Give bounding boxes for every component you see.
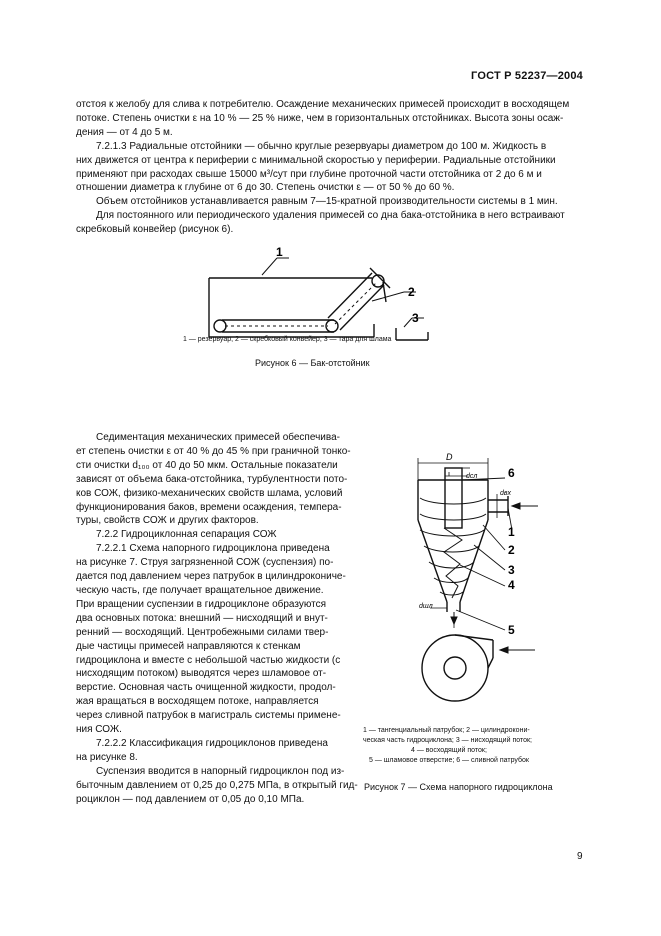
text-line: Седиментация механических примесей обеспечива- xyxy=(96,432,340,443)
text-line: 7.2.2 Гидроциклонная сепарация СОЖ xyxy=(96,529,277,541)
legend-line: ческая часть гидроциклона; 3 — нисходящий поток; xyxy=(363,737,532,744)
figure-7-dim-dsl: dсл xyxy=(466,473,478,480)
text-line: них движется от центра к периферии с минимальной скоростью у периферии. Радиальные отстойники xyxy=(76,154,556,166)
text-line: быточным давлением от 0,25 до 0,275 МПа, в открытый гид- xyxy=(76,779,358,791)
text-line: 7.2.1.3 Радиальные отстойники — обычно круглые резервуары диаметром до 100 м. Жидкость в xyxy=(96,140,547,152)
figure-7-label: 1 xyxy=(508,525,515,539)
figure-7-dim-D: D xyxy=(446,452,453,462)
text-line: скребковый конвейер (рисунок 6). xyxy=(76,224,234,236)
text-line: на рисунке 8. xyxy=(76,751,138,763)
page-number: 9 xyxy=(577,851,583,862)
text-line: применяют при расходах свыше 15000 м³/сут при глубине проточной части отстойника от 2 до 6 м и xyxy=(76,168,542,180)
figure-6-legend: 1 — резервуар, 2 — скребковый конвейер, 3 — тара для шлама xyxy=(183,336,392,343)
figure-7-dim-dvh: dвх xyxy=(500,490,512,497)
figure-6-label: 3 xyxy=(412,311,419,325)
document-id: ГОСТ Р 52237—2004 xyxy=(471,70,583,82)
figure-7-label: 2 xyxy=(508,543,515,557)
text-line: на рисунке 7. Струя загрязненной СОЖ (суспензия) по- xyxy=(76,557,334,569)
text-line: верстие. Основная часть очищенной жидкости, продол- xyxy=(76,682,336,694)
text-line: нисходящим потоком) выводятся через шламовое от- xyxy=(76,668,327,680)
figure-7-label: 4 xyxy=(508,578,515,592)
text-line: функционирования баков, времени осаждения, темпера- xyxy=(76,501,342,513)
text-line: дые частицы примесей направляются к стенкам xyxy=(76,640,301,652)
text-line: роциклон — под давлением от 0,05 до 0,10 МПа. xyxy=(76,793,305,805)
figure-7-legend xyxy=(363,726,532,766)
text-line: ния СОЖ. xyxy=(76,724,122,736)
text-line: дения — от 4 до 5 м. xyxy=(76,126,173,138)
figure-6-title: Рисунок 6 — Бак-отстойник xyxy=(255,358,370,368)
text-line: ческую часть, где получает вращательное движение. xyxy=(76,584,324,596)
text-line: потоке. Степень очистки ε на 10 % — 25 % ниже, чем в горизонтальных отстойниках. Высота зоны осаж- xyxy=(76,112,564,124)
text-line: дается под давлением через патрубок в цилиндрокониче- xyxy=(76,571,346,583)
text-line: гидроциклона и вместе с небольшой частью жидкости (с xyxy=(76,654,341,666)
text-line: зависят от объема бака-отстойника, турбулентности пото- xyxy=(76,473,348,485)
text-line: жая вращаться в восходящем потоке, направляется xyxy=(76,696,319,708)
figure-6-label: 2 xyxy=(408,285,415,299)
figure-7-dim-dshl: dшл xyxy=(419,603,433,610)
legend-line: 4 — восходящий поток; xyxy=(411,747,487,754)
figure-7-label: 3 xyxy=(508,563,515,577)
text-line: отстоя к желобу для слива к потребителю. Осаждение механических примесей происходит в восходящем xyxy=(76,99,570,110)
text-line: 7.2.2.1 Схема напорного гидроциклона приведена xyxy=(96,543,330,555)
figure-7-title: Рисунок 7 — Схема напорного гидроциклона xyxy=(364,782,553,792)
text-line: Объем отстойников устанавливается равным 7—15-кратной производительности системы в 1 мин. xyxy=(96,196,558,208)
text-line: отношении диаметра к глубине от 6 до 30. Степень очистки ε — от 50 % до 60 %. xyxy=(76,182,455,194)
legend-line: 1 — тангенциальный патрубок; 2 — цилиндрокони- xyxy=(363,727,530,734)
text-line: туры, свойств СОЖ и других факторов. xyxy=(76,515,259,527)
text-line: ет степень очистки ε от 40 % до 45 % при граничной тонко- xyxy=(76,445,351,457)
text-line: сти очистки d₁₀₀ от 40 до 50 мкм. Остальные показатели xyxy=(76,459,338,471)
figure-6-label: 1 xyxy=(276,245,283,259)
text-line: 7.2.2.2 Классификация гидроциклонов приведена xyxy=(96,737,328,749)
text-line: два основных потока: внешний — нисходящий и внут- xyxy=(76,612,328,624)
text-line: Для постоянного или периодического удаления примесей со дна бака-отстойника в него встраивают xyxy=(96,210,565,222)
text-line: ков СОЖ, физико-механических свойств шлама, условий xyxy=(76,487,343,499)
figure-7-label: 6 xyxy=(508,466,515,480)
text-line: Суспензия вводится в напорный гидроциклон под из- xyxy=(96,765,345,777)
legend-line: 5 — шламовое отверстие; 6 — сливной патрубок xyxy=(369,757,529,764)
figure-7-label: 5 xyxy=(508,623,515,637)
text-line: ренний — восходящий. Центробежными силами твер- xyxy=(76,626,329,638)
text-line: При вращении суспензии в гидроциклоне образуются xyxy=(76,598,327,610)
text-line: через сливной патрубок в магистраль системы примене- xyxy=(76,710,341,722)
